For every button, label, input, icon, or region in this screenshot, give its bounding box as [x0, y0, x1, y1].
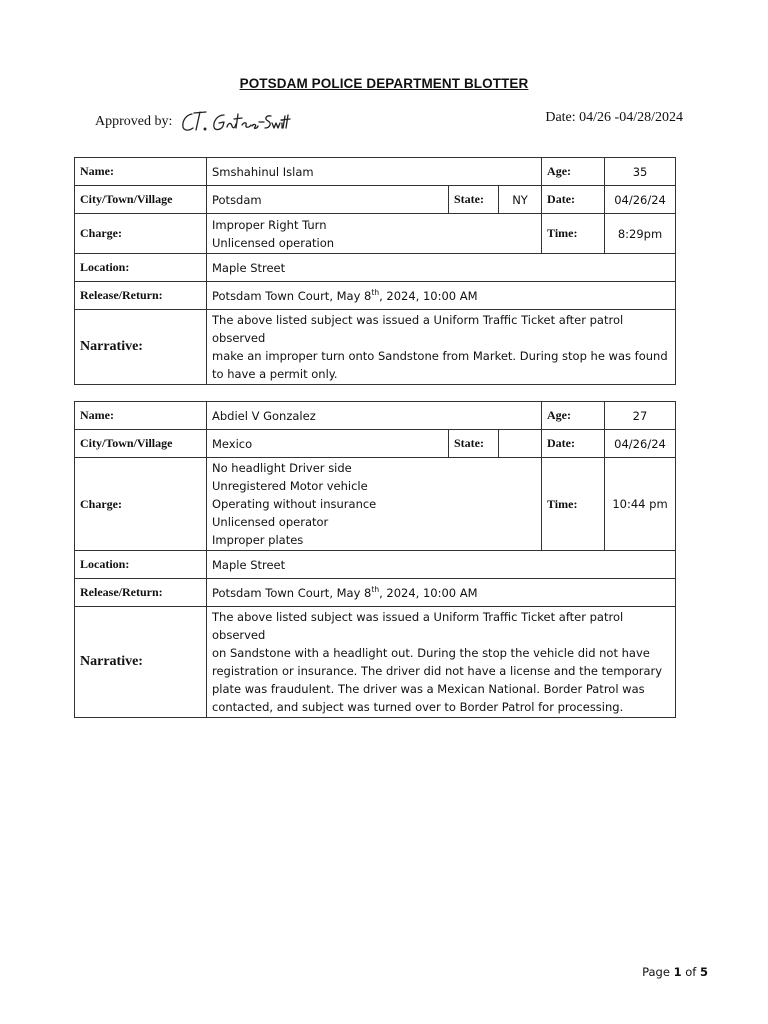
narrative-line: The above listed subject was issued a Uniform Traffic Ticket after patrol observed — [212, 610, 624, 642]
narrative-line: to have a permit only. — [212, 367, 338, 381]
charge-item: Unlicensed operator — [212, 515, 329, 529]
narrative-row — [75, 310, 676, 385]
charge-value — [207, 214, 542, 254]
narrative-line: registration or insurance. The driver did not have a license and the temporary — [212, 664, 663, 678]
blotter-record — [74, 401, 676, 718]
city-label: City/Town/Village — [75, 186, 207, 214]
city-row — [75, 430, 676, 458]
narrative-line: The above listed subject was issued a Uniform Traffic Ticket after patrol observed — [212, 313, 624, 345]
charge-value — [207, 458, 542, 551]
time-value: 10:44 pm — [605, 458, 676, 551]
charge-row — [75, 214, 676, 254]
charge-label: Charge: — [75, 458, 207, 551]
city-value: Mexico — [207, 430, 449, 458]
release-row — [75, 579, 676, 607]
charge-item: Unregistered Motor vehicle — [212, 479, 368, 493]
time-label: Time: — [542, 214, 605, 254]
narrative-label: Narrative: — [75, 607, 207, 718]
location-label: Location: — [75, 254, 207, 282]
narrative-line: on Sandstone with a headlight out. During the stop the vehicle did not have — [212, 646, 650, 660]
location-row — [75, 551, 676, 579]
report-date: Date: 04/26 -04/28/2024 — [545, 110, 683, 125]
city-row — [75, 186, 676, 214]
date-label: Date: — [542, 186, 605, 214]
release-label: Release/Return: — [75, 282, 207, 310]
age-value: 35 — [605, 158, 676, 186]
location-value: Maple Street — [207, 254, 676, 282]
name-value: Smshahinul Islam — [207, 158, 542, 186]
state-label: State: — [449, 186, 499, 214]
name-row — [75, 158, 676, 186]
city-value: Potsdam — [207, 186, 449, 214]
location-row — [75, 254, 676, 282]
release-label: Release/Return: — [75, 579, 207, 607]
release-row — [75, 282, 676, 310]
signature-image — [178, 108, 296, 136]
charge-item: Improper plates — [212, 533, 304, 547]
narrative-label: Narrative: — [75, 310, 207, 385]
state-value: NY — [499, 186, 542, 214]
charge-label: Charge: — [75, 214, 207, 254]
age-value: 27 — [605, 402, 676, 430]
state-label: State: — [449, 430, 499, 458]
date-value: 04/26/24 — [605, 430, 676, 458]
date-label: Date: — [542, 430, 605, 458]
charge-item: Improper Right Turn — [212, 217, 327, 232]
narrative-value — [207, 310, 676, 385]
name-row — [75, 402, 676, 430]
city-label: City/Town/Village — [75, 430, 207, 458]
charge-item: Operating without insurance — [212, 497, 377, 511]
release-value: Potsdam Town Court, May 8th, 2024, 10:00 AM — [207, 579, 676, 607]
charge-item: No headlight Driver side — [212, 461, 352, 475]
blotter-record — [74, 157, 676, 385]
name-value: Abdiel V Gonzalez — [207, 402, 542, 430]
narrative-row — [75, 607, 676, 718]
location-value: Maple Street — [207, 551, 676, 579]
approved-by — [95, 108, 296, 136]
state-value — [499, 430, 542, 458]
age-label: Age: — [542, 158, 605, 186]
narrative-line: contacted, and subject was turned over to Border Patrol for processing. — [212, 700, 624, 714]
charge-item: Unlicensed operation — [212, 235, 335, 250]
page-title: POTSDAM POLICE DEPARTMENT BLOTTER — [239, 76, 529, 91]
page-number: Page 1 of 5 — [642, 965, 708, 979]
date-value: 04/26/24 — [605, 186, 676, 214]
narrative-value — [207, 607, 676, 718]
name-label: Name: — [75, 158, 207, 186]
approved-label: Approved by: — [95, 114, 173, 129]
charge-row — [75, 458, 676, 551]
narrative-line: plate was fraudulent. The driver was a Mexican National. Border Patrol was — [212, 682, 645, 696]
age-label: Age: — [542, 402, 605, 430]
narrative-line: make an improper turn onto Sandstone from Market. During stop he was found — [212, 349, 668, 363]
release-value: Potsdam Town Court, May 8th, 2024, 10:00 AM — [207, 282, 676, 310]
time-value: 8:29pm — [605, 214, 676, 254]
time-label: Time: — [542, 458, 605, 551]
name-label: Name: — [75, 402, 207, 430]
location-label: Location: — [75, 551, 207, 579]
